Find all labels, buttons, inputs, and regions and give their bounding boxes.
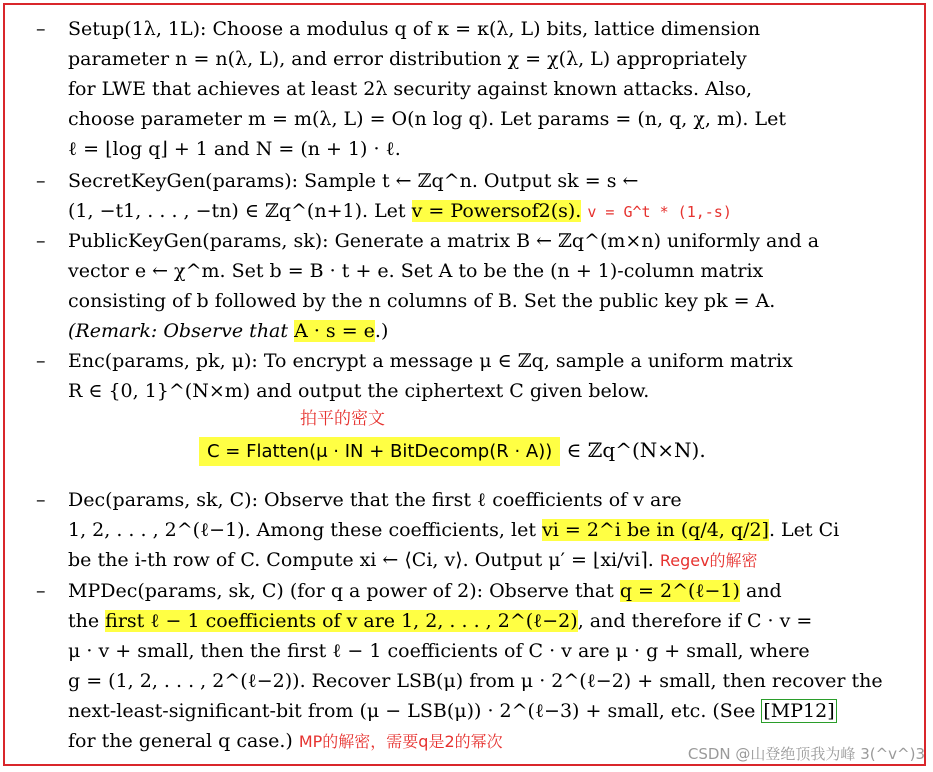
remark-text: (Remark: Observe that (68, 320, 289, 342)
publickeygen-line-3: consisting of b followed by the n columns of B. Set the public key pk = A. (68, 290, 776, 312)
flatten-ciphertext-note: 拍平的密文 (300, 409, 385, 429)
secretkeygen-line-2 (68, 196, 896, 227)
enc-line-1: Enc(params, pk, μ): To encrypt a message μ ∈ ℤq, sample a uniform matrix (68, 350, 793, 372)
setup-line-3: for LWE that achieves at least 2λ security against known attacks. Also, (68, 78, 753, 100)
list-dash: – (36, 350, 46, 372)
regev-note: Regev的解密 (659, 551, 758, 570)
dec-line-2-text: 1, 2, . . . , 2^(ℓ−1). Among these coefficients, let (68, 519, 536, 541)
mpdec-line-1-tail: and (745, 580, 782, 602)
mpdec-line-6-text: for the general q case.) (68, 730, 293, 752)
dec-line-3 (68, 545, 896, 576)
ciphertext-equation (199, 428, 706, 472)
dec-line-2-tail: . Let Ci (768, 519, 840, 541)
remark-highlight: A · s = e (294, 320, 375, 342)
enc-line-2: R ∈ {0, 1}^(N×m) and output the ciphertext C given below. (68, 380, 650, 402)
mpdec-line-2-text: the (68, 610, 100, 632)
secretkeygen-line-2-text: (1, −t1, . . . , −tn) ∈ ℤq^(n+1). Let (68, 200, 406, 222)
publickeygen-text (68, 226, 896, 346)
dec-highlight: vi = 2^i be in (q/4, q/2] (542, 519, 769, 541)
watermark: CSDN @山登绝顶我为峰 3(^v^)3 (687, 745, 925, 763)
dec-line-2 (68, 515, 896, 545)
mpdec-line-1-text: MPDec(params, sk, C) (for q a power of 2): Observe that (68, 580, 614, 602)
publickeygen-line-2: vector e ← χ^m. Set b = B · t + e. Set A to be the (n + 1)-column matrix (68, 260, 764, 282)
publickeygen-line-1: PublicKeyGen(params, sk): Generate a matrix B ← ℤq^(m×n) uniformly and a (68, 230, 820, 252)
mpdec-line-2 (68, 606, 896, 636)
mpdec-line-1 (68, 576, 896, 606)
mpdec-line-2-tail: , and therefore if C · v = (577, 610, 813, 632)
mpdec-coeff-highlight: first ℓ − 1 coefficients of v are 1, 2, . . . , 2^(ℓ−2) (105, 610, 578, 632)
mpdec-line-3: μ · v + small, then the first ℓ − 1 coefficients of C · v are μ · g + small, where (68, 640, 810, 662)
annotation-note: v = G^t * (1,-s) (587, 203, 732, 221)
mpdec-q-highlight: q = 2^(ℓ−1) (619, 580, 740, 602)
secretkeygen-line-1: SecretKeyGen(params): Sample t ← ℤq^n. Output sk = s ← (68, 170, 639, 192)
setup-text (68, 14, 896, 164)
mpdec-line-5 (68, 696, 896, 726)
dec-line-1: Dec(params, sk, C): Observe that the first ℓ coefficients of v are (68, 489, 682, 511)
mpdec-line-4: g = (1, 2, . . . , 2^(ℓ−2)). Recover LSB(μ) from μ · 2^(ℓ−2) + small, then recover the (68, 670, 883, 692)
secretkeygen-text (68, 166, 896, 227)
list-dash: – (36, 18, 46, 40)
enc-text (68, 346, 896, 406)
setup-line-2: parameter n = n(λ, L), and error distribution χ = χ(λ, L) appropriately (68, 48, 747, 70)
remark-close: .) (374, 320, 389, 342)
citation-link-mp12[interactable]: [MP12] (763, 700, 835, 722)
setup-line-1: Setup(1λ, 1L): Choose a modulus q of κ = κ(λ, L) bits, lattice dimension (68, 18, 761, 40)
setup-line-5: ℓ = ⌊log q⌋ + 1 and N = (n + 1) · ℓ. (68, 138, 401, 160)
dec-line-3-text: be the i-th row of C. Compute xi ← ⟨Ci, v⟩. Output μ′ = ⌊xi/vi⌉. (68, 549, 654, 571)
publickeygen-remark (68, 316, 896, 346)
powersof2-highlight: v = Powersof2(s). (411, 200, 582, 222)
setup-line-4: choose parameter m = m(λ, L) = O(n log q). Let params = (n, q, χ, m). Let (68, 108, 786, 130)
list-dash: – (36, 170, 46, 192)
list-dash: – (36, 489, 46, 511)
mpdec-line-5-text: next-least-significant-bit from (μ − LSB(μ)) · 2^(ℓ−3) + small, etc. (See (68, 700, 756, 722)
mpdec-text (68, 576, 896, 757)
list-dash: – (36, 230, 46, 252)
equation-tail: ∈ ℤq^(N×N). (566, 438, 706, 462)
list-dash: – (36, 580, 46, 602)
equation-highlight: C = Flatten(μ · IN + BitDecomp(R · A)) (199, 437, 560, 466)
dec-text (68, 485, 896, 576)
mp-note: MP的解密，需要q是2的幂次 (298, 732, 503, 751)
